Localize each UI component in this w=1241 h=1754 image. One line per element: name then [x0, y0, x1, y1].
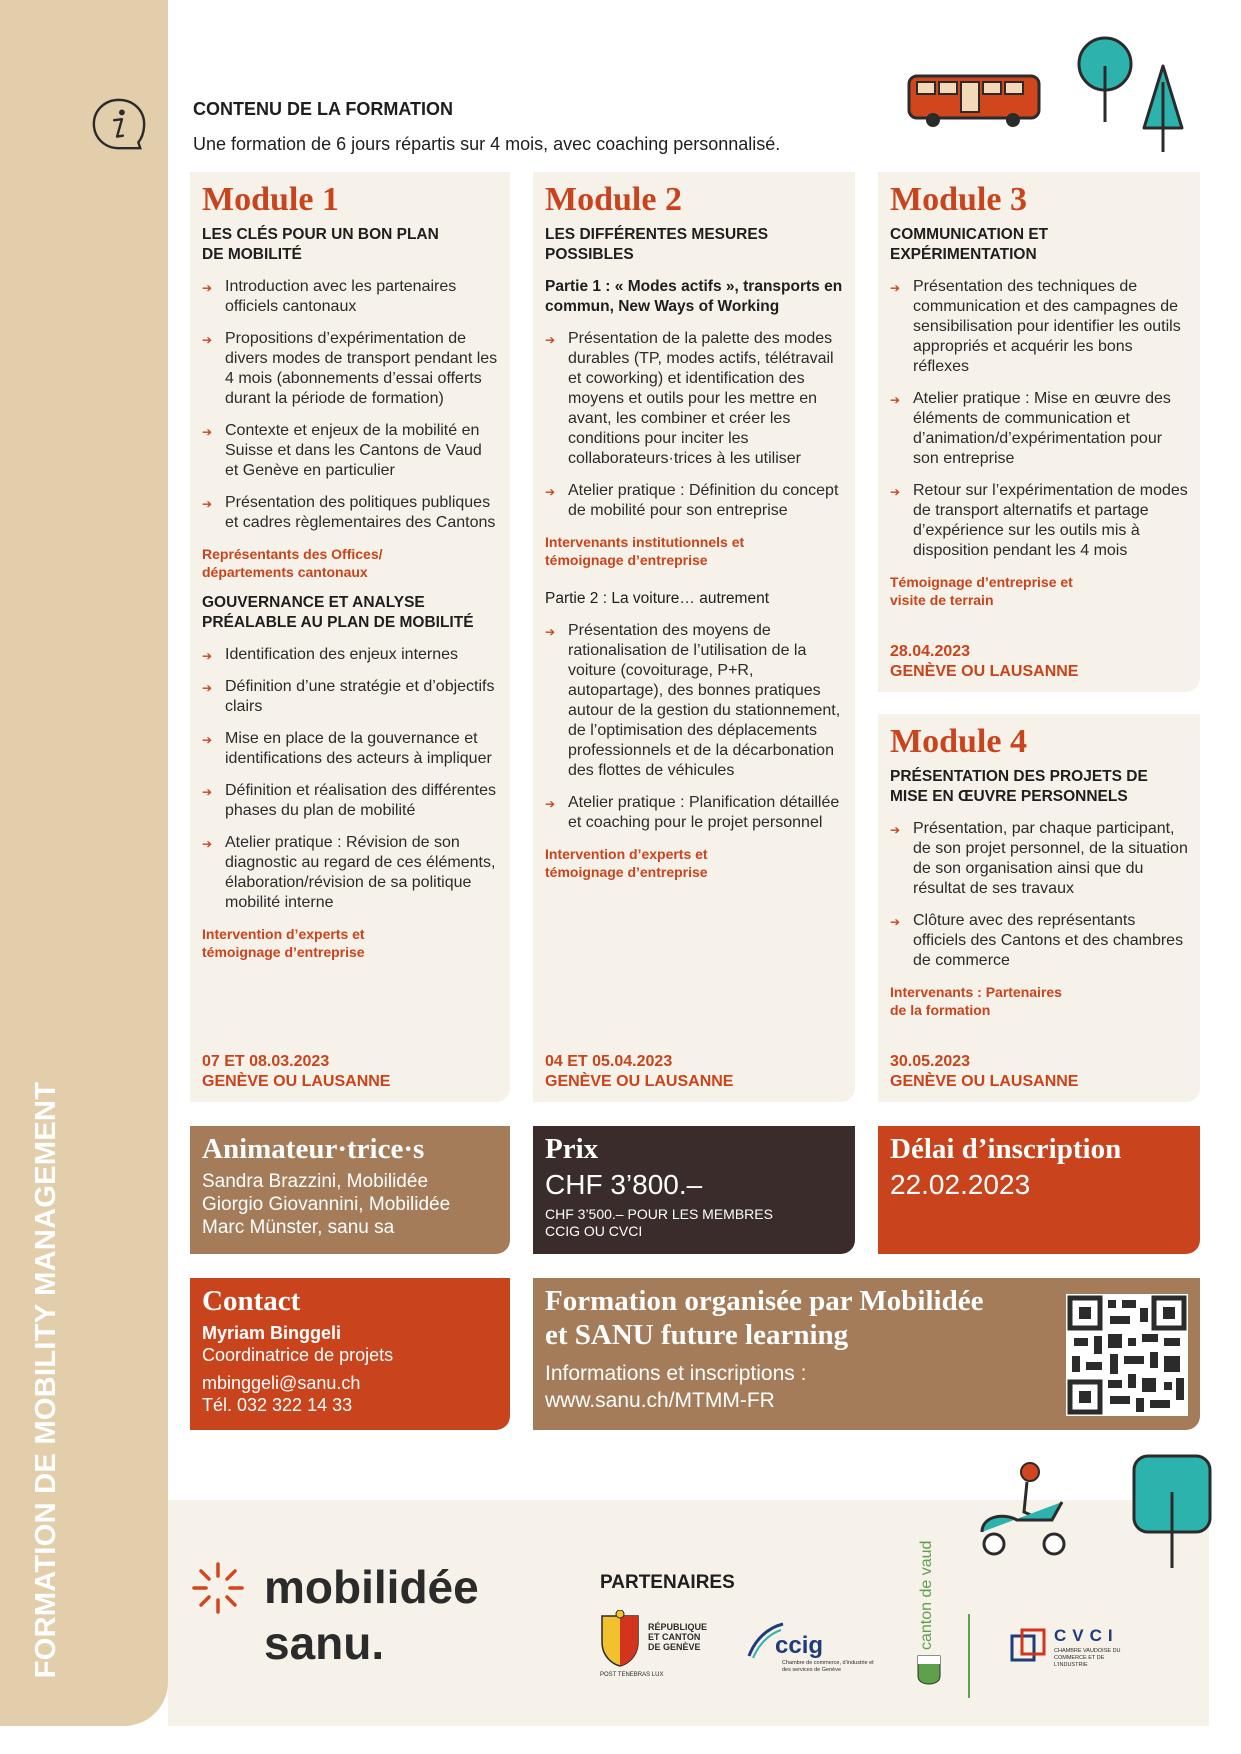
module-3-subtitle: COMMUNICATION ET EXPÉRIMENTATION	[890, 226, 1049, 263]
list-item: ➔ Définition d’une stratégie et d’objectifs clairs	[202, 677, 498, 717]
list-item: ➔ Contexte et enjeux de la mobilité en Suisse et dans les Cantons de Vaud et Genève en particulier	[202, 421, 498, 481]
animateurs-list	[202, 1170, 498, 1239]
module-3-title: Module 3	[890, 181, 1027, 218]
module-1-intervenants: Représentants des Offices/ départements cantonaux	[202, 546, 383, 580]
module-3-card	[878, 172, 1200, 692]
bus-icon	[905, 72, 1045, 130]
list-item: ➔ Atelier pratique : Planification détaillée et coaching pour le projet personnel	[545, 793, 843, 833]
animateur-name: Sandra Brazzini, Mobilidée	[202, 1171, 429, 1192]
contact-email[interactable]: mbinggeli@sanu.ch	[202, 1373, 361, 1393]
list-item: ➔ Retour sur l’expérimentation de modes de transport alternatifs et partage d’expérience sur les outils mis à disposition pendant les 4 mois	[890, 481, 1188, 561]
module-1-place: GENÈVE OU LAUSANNE	[202, 1073, 391, 1090]
delai-date: 22.02.2023	[890, 1169, 1031, 1200]
prix-members: CHF 3’500.– POUR LES MEMBRES CCIG OU CVCI	[545, 1206, 773, 1239]
list-item: ➔ Présentation des politiques publiques et cadres règlementaires des Cantons	[202, 493, 498, 533]
module-1-subtitle-2: GOUVERNANCE ET ANALYSE PRÉALABLE AU PLAN DE MOBILITÉ	[202, 594, 474, 631]
module-2-list-1	[545, 329, 843, 521]
sidebar-label: FORMATION DE MOBILITY MANAGEMENT	[30, 1081, 62, 1679]
module-3-place: GENÈVE OU LAUSANNE	[890, 663, 1079, 680]
geneve-coat-of-arms-icon	[598, 1610, 642, 1668]
module-1-subtitle: LES CLÉS POUR UN BON PLAN DE MOBILITÉ	[202, 226, 439, 263]
module-4-date	[890, 1052, 1078, 1092]
module-4-title: Module 4	[890, 723, 1027, 760]
module-3-date	[890, 642, 1078, 682]
contact-name: Myriam Binggeli	[202, 1323, 342, 1343]
module-2-intervenants-1: Intervenants institutionnels et témoignage d’entreprise	[545, 534, 745, 568]
contact-title: Contact	[202, 1285, 301, 1317]
delai-box	[878, 1126, 1200, 1254]
module-4-intervenants: Intervenants : Partenaires de la formation	[890, 984, 1062, 1018]
module-2-part-2: Partie 2 : La voiture… autrement	[545, 590, 770, 607]
ccig-logo: ccig	[775, 1632, 824, 1659]
module-4-place: GENÈVE OU LAUSANNE	[890, 1073, 1079, 1090]
sidebar	[0, 0, 168, 1726]
tree-icon	[1075, 36, 1135, 126]
module-1-list	[202, 277, 498, 533]
vaud-logo-text: canton de vaud	[918, 1540, 935, 1650]
prix-amount: CHF 3’800.–	[545, 1169, 703, 1200]
module-4-card	[878, 714, 1200, 1102]
module-3-intervenants: Témoignage d’entreprise et visite de terrain	[890, 574, 1073, 608]
pine-tree-icon	[1140, 62, 1186, 154]
contact-box	[190, 1278, 510, 1430]
list-item: ➔ Présentation des techniques de communication et des campagnes de sensibilisation pour identifier les outils appropriés et acquérir les bons réflexes	[890, 277, 1188, 377]
intro-subtitle: Une formation de 6 jours répartis sur 4 mois, avec coaching personnalisé.	[193, 134, 781, 154]
list-item: ➔ Propositions d’expérimentation de divers modes de transport pendant les 4 mois (abonnements d’essai offerts durant la période de formation)	[202, 329, 498, 409]
module-2-card	[533, 172, 855, 1102]
module-1-date	[202, 1052, 390, 1092]
module-2-date-text: 04 ET 05.04.2023	[545, 1053, 673, 1070]
prix-title: Prix	[545, 1133, 599, 1165]
contact-phone[interactable]: Tél. 032 322 14 33	[202, 1395, 353, 1415]
cvci-logo: CVCI	[1054, 1626, 1119, 1645]
module-1-card	[190, 172, 510, 1102]
list-item: ➔ Présentation, par chaque participant, de son projet personnel, de la situation de son organisation ainsi que du résultat de ses travaux	[890, 819, 1188, 899]
module-4-subtitle: PRÉSENTATION DES PROJETS DE MISE EN ŒUVRE PERSONNELS	[890, 768, 1148, 805]
list-item: ➔ Atelier pratique : Révision de son diagnostic au regard de ces éléments, élaboration/révision de sa politique mobilité interne	[202, 833, 498, 913]
partners-divider	[968, 1614, 970, 1698]
module-2-date	[545, 1052, 733, 1092]
module-1-list-2	[202, 645, 498, 913]
tree-icon	[1130, 1452, 1214, 1570]
list-item: ➔ Définition et réalisation des différentes phases du plan de mobilité	[202, 781, 498, 821]
organisation-url[interactable]: www.sanu.ch/MTMM-FR	[545, 1389, 775, 1412]
module-3-list	[890, 277, 1188, 561]
prix-box	[533, 1126, 855, 1254]
mobilidee-logo: mobilidée	[264, 1561, 479, 1613]
qr-code-icon[interactable]	[1066, 1294, 1188, 1416]
delai-title: Délai d’inscription	[890, 1133, 1122, 1165]
list-item: ➔ Clôture avec des représentants officiels des Cantons et des chambres de commerce	[890, 911, 1188, 971]
module-2-subtitle: LES DIFFÉRENTES MESURES POSSIBLES	[545, 226, 769, 263]
module-2-intervenants-2: Intervention d’experts et témoignage d’entreprise	[545, 846, 708, 880]
animateurs-box	[190, 1126, 510, 1254]
module-1-date-text: 07 ET 08.03.2023	[202, 1053, 330, 1070]
organisation-box	[533, 1278, 1200, 1430]
module-2-part-1: Partie 1 : « Modes actifs », transports en commun, New Ways of Working	[545, 278, 843, 315]
list-item: ➔ Atelier pratique : Définition du concept de mobilité pour son entreprise	[545, 481, 843, 521]
organisation-title: Formation organisée par Mobilidée et SANU future learning	[545, 1285, 984, 1351]
module-2-place: GENÈVE OU LAUSANNE	[545, 1073, 734, 1090]
list-item: ➔ Atelier pratique : Mise en œuvre des éléments de communication et d’animation/d’expérimentation pour son entreprise	[890, 389, 1188, 469]
ccig-subtitle: Chambre de commerce, d’industrie et des services de Genève	[782, 1660, 874, 1673]
mobilidee-logo-icon	[190, 1560, 246, 1616]
geneve-motto: POST TENEBRAS LUX	[600, 1672, 664, 1678]
partners-label: PARTENAIRES	[600, 1572, 735, 1593]
list-item: ➔ Introduction avec les partenaires officiels cantonaux	[202, 277, 498, 317]
info-icon	[90, 96, 148, 154]
list-item: ➔ Présentation de la palette des modes durables (TP, modes actifs, télétravail et coworking) et identification des moyens et outils pour les mettre en avant, les combiner et créer les conditions pour inciter les collaborateurs·trices à les utiliser	[545, 329, 843, 469]
list-item: ➔ Présentation des moyens de rationalisation de l’utilisation de la voiture (covoiturage, P+R, autopartage), des bonnes pratiques autour de la gestion du stationnement, de l’optimisation des déplacements professionnels et de la décarbonation des flottes de véhicules	[545, 621, 843, 781]
cvci-logo-icon	[1010, 1628, 1048, 1664]
module-2-title: Module 2	[545, 181, 682, 218]
module-1-intervenants-2: Intervention d’experts et témoignage d’entreprise	[202, 926, 365, 960]
module-4-list	[890, 819, 1188, 971]
cvci-subtitle: CHAMBRE VAUDOISE DU COMMERCE ET DE L’INDUSTRIE	[1054, 1648, 1121, 1668]
module-3-date-text: 28.04.2023	[890, 643, 971, 660]
module-2-list-2	[545, 621, 843, 833]
contact-role: Coordinatrice de projets	[202, 1345, 394, 1365]
geneve-logo-text: RÉPUBLIQUE ET CANTON DE GENÈVE	[648, 1622, 708, 1652]
animateur-name: Marc Münster, sanu sa	[202, 1217, 395, 1238]
organisation-info: Informations et inscriptions :	[545, 1362, 807, 1385]
animateurs-title: Animateur·trice·s	[202, 1133, 425, 1165]
module-1-title: Module 1	[202, 181, 339, 218]
intro-title: CONTENU DE LA FORMATION	[193, 99, 453, 119]
animateur-name: Giorgio Giovannini, Mobilidée	[202, 1194, 451, 1215]
list-item: ➔ Identification des enjeux internes	[202, 645, 498, 665]
module-4-date-text: 30.05.2023	[890, 1053, 971, 1070]
list-item: ➔ Mise en place de la gouvernance et identifications des acteurs à impliquer	[202, 729, 498, 769]
scooter-icon	[972, 1462, 1072, 1562]
sanu-logo: sanu.	[264, 1617, 385, 1669]
